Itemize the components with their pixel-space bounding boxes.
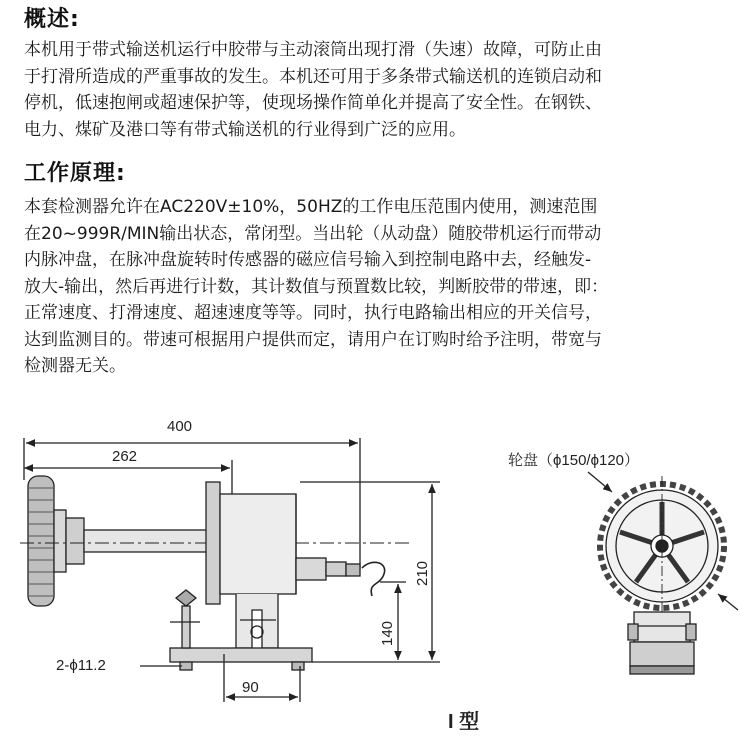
- principle-line: 内脉冲盘，在脉冲盘旋转时传感器的磁应信号输入到控制电路中去，经触发-: [24, 250, 592, 270]
- overview-line: 停机，低速抱闸或超速保护等，使现场操作简单化并提高了安全性。在钢铁、: [24, 93, 602, 113]
- principle-line: 放大-输出，然后再进行计数，其计数值与预置数比较，判断胶带的带速，即：: [24, 276, 609, 297]
- dim-overall-length: 400: [167, 418, 193, 435]
- front-view-labels: [448, 452, 639, 733]
- dim-center-height: 140: [379, 620, 396, 646]
- dim-holes: 2-ϕ11.2: [56, 657, 106, 674]
- overview-paragraph: [24, 37, 729, 143]
- front-view: [588, 472, 738, 674]
- principle-heading: 工作原理:: [24, 161, 126, 186]
- technical-drawing: [0, 410, 750, 740]
- principle-paragraph: [24, 194, 729, 380]
- dim-shaft-length: 262: [112, 448, 138, 465]
- principle-line: 在20~999R/MIN输出状态，常闭型。当出轮（从动盘）随胶带机运行而带动: [24, 223, 602, 244]
- type-label: I 型: [448, 711, 480, 733]
- dim-base-width: 90: [242, 679, 259, 696]
- principle-line: 检测器无关。: [24, 356, 126, 376]
- dim-height: 210: [414, 560, 431, 586]
- principle-line: 达到监测目的。带速可根据用户提供而定，请用户在订购时给予注明，带宽与: [24, 329, 602, 350]
- principle-line: 本套检测器允许在AC220V±10%，50HZ的工作电压范围内使用，测速范围: [24, 197, 598, 217]
- wheel-label: 轮盘（ϕ150/ϕ120）: [508, 452, 640, 469]
- overview-line: 本机用于带式输送机运行中胶带与主动滚筒出现打滑（失速）故障，可防止由: [24, 40, 602, 60]
- overview-heading: 概述:: [24, 7, 80, 32]
- overview-line: 于打滑所造成的严重事故的发生。本机还可用于多条带式输送机的连锁启动和: [24, 66, 602, 87]
- principle-line: 正常速度、打滑速度、超速速度等等。同时，执行电路输出相应的开关信号，: [24, 303, 602, 323]
- overview-line: 电力、煤矿及港口等有带式输送机的行业得到广泛的应用。: [24, 119, 466, 140]
